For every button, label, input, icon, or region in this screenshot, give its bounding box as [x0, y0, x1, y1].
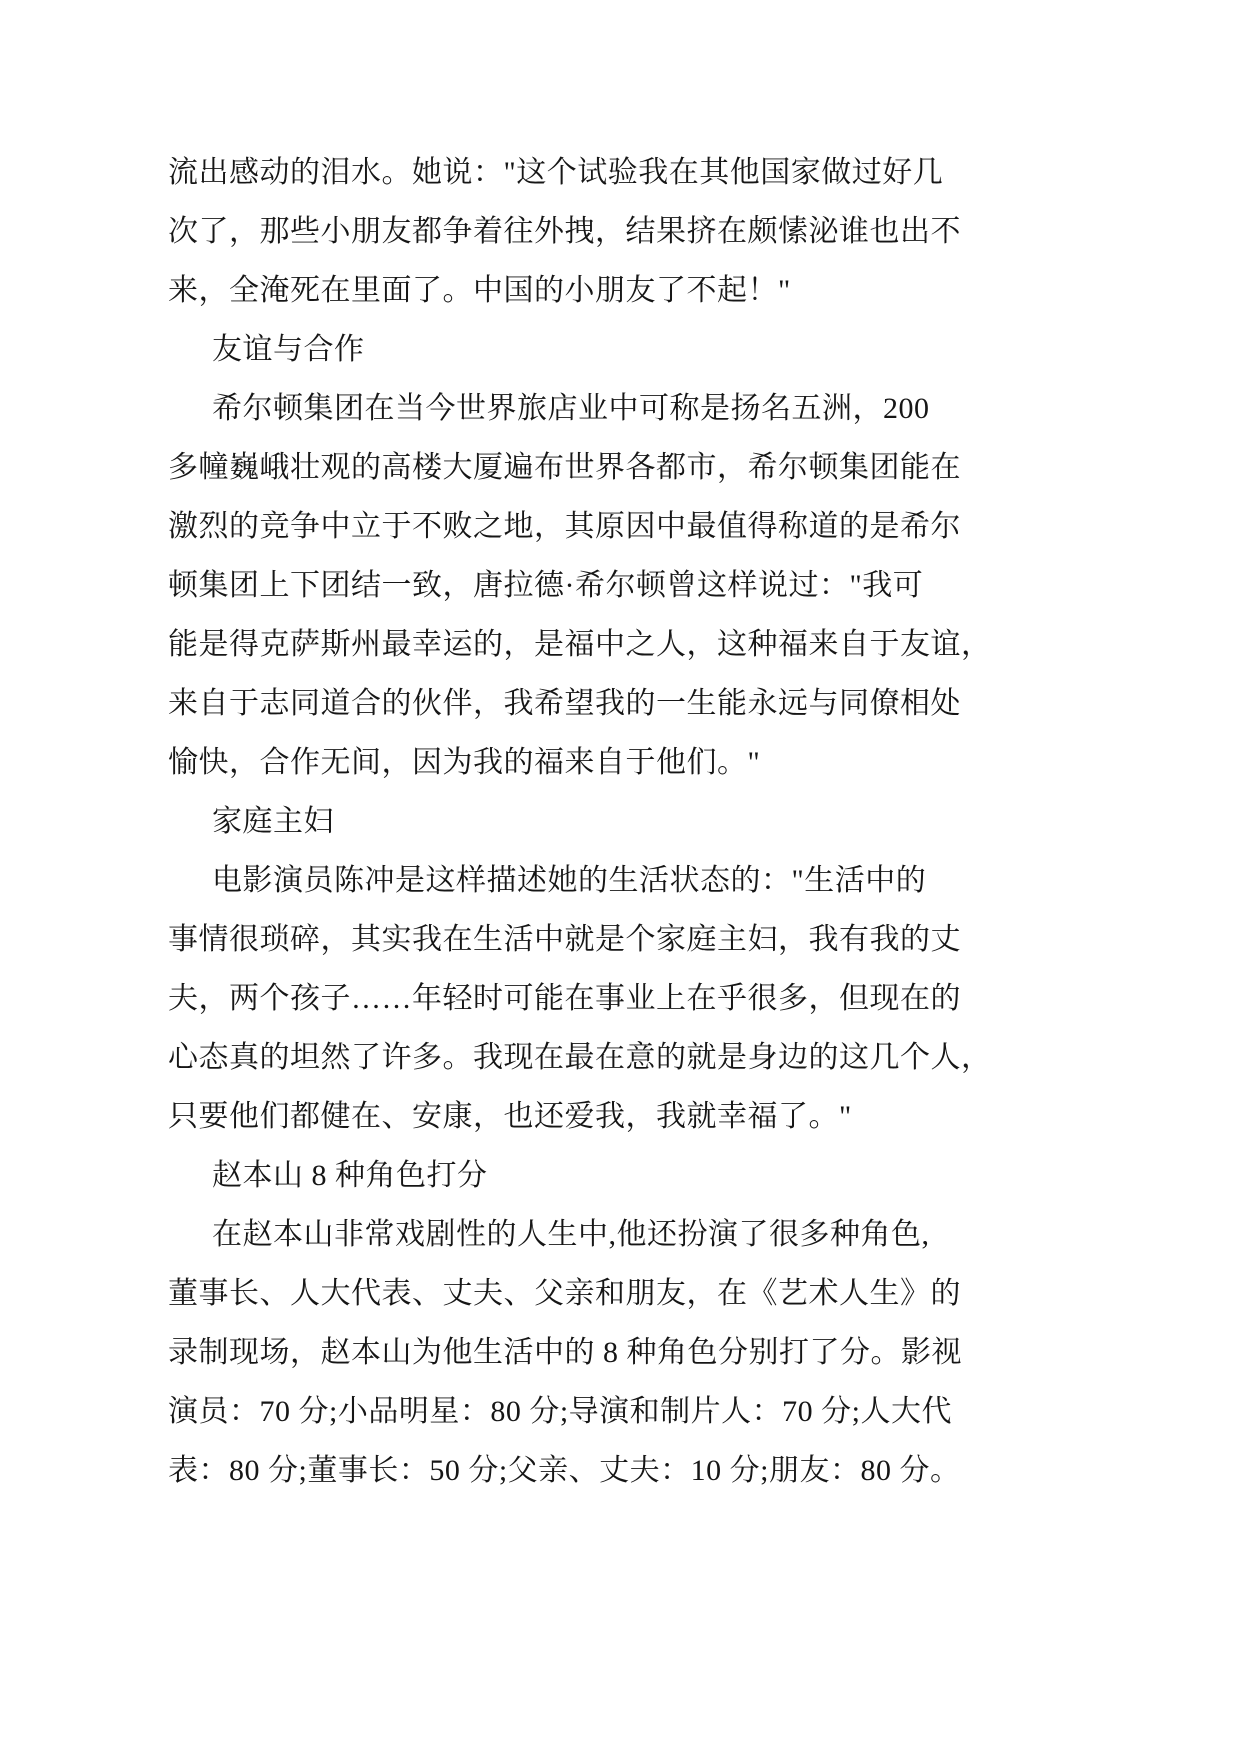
text-line: 顿集团上下团结一致，唐拉德·希尔顿曾这样说过："我可 — [168, 569, 924, 602]
heading-line: 赵本山 8 种角色打分 — [212, 1159, 488, 1192]
heading-line: 友谊与合作 — [212, 333, 365, 366]
text-line: 事情很琐碎，其实我在生活中就是个家庭主妇，我有我的丈 — [168, 923, 961, 956]
heading-line: 家庭主妇 — [212, 805, 334, 838]
text-line: 在赵本山非常戏剧性的人生中,他还扮演了很多种角色, — [212, 1218, 930, 1251]
text-line: 次了，那些小朋友都争着往外拽，结果挤在颇愫泌谁也出不 — [168, 215, 961, 248]
text-line: 多幢巍峨壮观的高楼大厦遍布世界各都市，希尔顿集团能在 — [168, 451, 961, 484]
text-line: 能是得克萨斯州最幸运的，是福中之人，这种福来自于友谊， — [168, 628, 992, 661]
text-line: 来自于志同道合的伙伴，我希望我的一生能永远与同僚相处 — [168, 687, 961, 720]
text-line: 电影演员陈冲是这样描述她的生活状态的："生活中的 — [212, 864, 927, 897]
text-line: 流出感动的泪水。她说："这个试验我在其他国家做过好几 — [168, 156, 944, 189]
text-line: 来，全淹死在里面了。中国的小朋友了不起！" — [168, 274, 791, 307]
text-line: 夫，两个孩子……年轻时可能在事业上在乎很多，但现在的 — [168, 982, 961, 1015]
text-line: 希尔顿集团在当今世界旅店业中可称是扬名五洲，200 — [212, 392, 930, 425]
text-line: 表：80 分;董事长：50 分;父亲、丈夫：10 分;朋友：80 分。 — [168, 1454, 961, 1487]
document-body — [168, 143, 1048, 1500]
text-line: 录制现场，赵本山为他生活中的 8 种角色分别打了分。影视 — [168, 1336, 962, 1369]
text-line: 只要他们都健在、安康，也还爱我，我就幸福了。" — [168, 1100, 852, 1133]
text-line: 激烈的竞争中立于不败之地，其原因中最值得称道的是希尔 — [168, 510, 961, 543]
text-line: 愉快，合作无间，因为我的福来自于他们。" — [168, 746, 761, 779]
text-line: 心态真的坦然了许多。我现在最在意的就是身边的这几个人， — [168, 1041, 992, 1074]
text-line: 演员：70 分;小品明星：80 分;导演和制片人：70 分;人大代 — [168, 1395, 953, 1428]
text-line: 董事长、人大代表、丈夫、父亲和朋友，在《艺术人生》的 — [168, 1277, 961, 1310]
